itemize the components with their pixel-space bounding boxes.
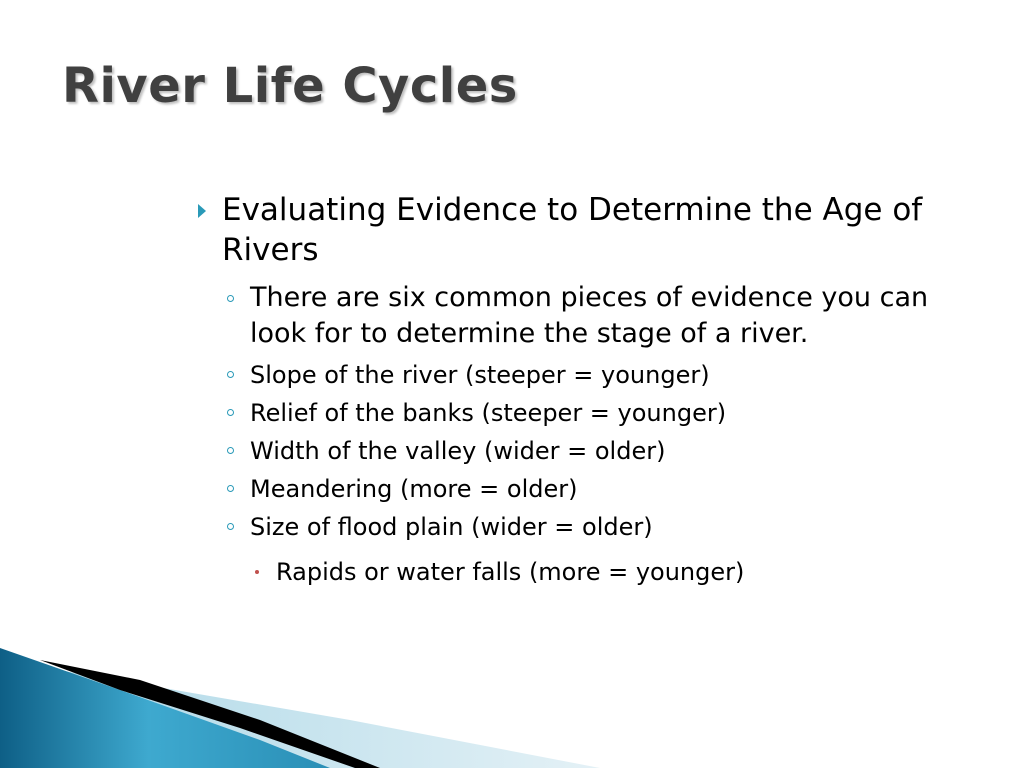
sub-bullet-text: Slope of the river (steeper = younger) [250, 361, 710, 389]
sub-bullet-item [190, 510, 990, 545]
sub-bullet-item [190, 358, 990, 393]
hollow-circle-icon [227, 371, 234, 378]
triangle-right-icon [198, 204, 206, 218]
third-level-bullet-item [190, 555, 990, 590]
blue-swoosh [0, 648, 330, 768]
third-level-bullet-text: Rapids or water falls (more = younger) [276, 558, 745, 586]
black-swoosh-line [40, 660, 380, 768]
hollow-circle-icon [227, 523, 234, 530]
pale-blue-stripe [0, 660, 600, 768]
sub-bullet-text: Meandering (more = older) [250, 475, 578, 503]
hollow-circle-icon [227, 485, 234, 492]
sub-bullet-text: Relief of the banks (steeper = younger) [250, 399, 727, 427]
sub-bullet-item [190, 396, 990, 431]
sub-bullet-text: Width of the valley (wider = older) [250, 437, 666, 465]
bullet-list [190, 190, 990, 590]
hollow-circle-icon [227, 409, 234, 416]
hollow-circle-icon [227, 295, 234, 302]
sub-bullet-item [190, 472, 990, 507]
slide-title: River Life Cycles [62, 58, 518, 114]
small-dot-icon [255, 570, 259, 574]
hollow-circle-icon [227, 447, 234, 454]
main-bullet-item [190, 190, 990, 270]
sub-bullet-text: Size of flood plain (wider = older) [250, 513, 653, 541]
sub-bullet-text: There are six common pieces of evidence you can look for to determine the stage of a river. [250, 282, 929, 349]
main-bullet-text: Evaluating Evidence to Determine the Age of Rivers [222, 192, 923, 268]
sub-bullet-item [190, 434, 990, 469]
sub-bullet-item [190, 280, 990, 352]
